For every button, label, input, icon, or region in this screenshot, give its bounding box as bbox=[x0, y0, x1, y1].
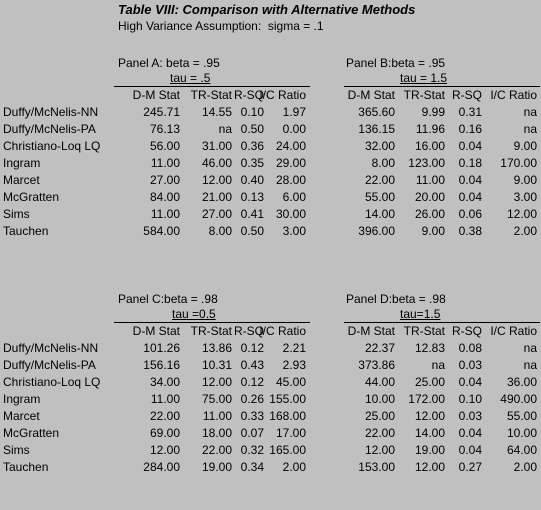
table-cell: 31.00 bbox=[201, 139, 232, 153]
row-label: Tauchen bbox=[3, 460, 49, 474]
table-cell: 8.00 bbox=[371, 156, 395, 170]
row-label: Ingram bbox=[3, 392, 41, 406]
table-cell: 18.00 bbox=[201, 426, 232, 440]
table-subtitle: High Variance Assumption: sigma = .1 bbox=[118, 19, 324, 33]
panel-tau: tau = 1.5 bbox=[400, 71, 448, 85]
row-label: McGratten bbox=[3, 426, 60, 440]
table-cell: 0.03 bbox=[458, 409, 482, 423]
table-cell: 12.00 bbox=[201, 173, 232, 187]
table-cell: 0.36 bbox=[240, 139, 264, 153]
table-cell: 101.26 bbox=[143, 341, 180, 355]
table-cell: 284.00 bbox=[143, 460, 180, 474]
table-cell: 0.40 bbox=[240, 173, 264, 187]
table-cell: 490.00 bbox=[500, 392, 537, 406]
table-cell: 25.00 bbox=[364, 409, 395, 423]
table-cell: 75.00 bbox=[201, 392, 232, 406]
table-cell: 34.00 bbox=[149, 375, 180, 389]
table-cell: 17.00 bbox=[275, 426, 306, 440]
table-cell: 11.00 bbox=[150, 392, 180, 406]
table-cell: 55.00 bbox=[364, 190, 395, 204]
table-cell: 46.00 bbox=[201, 156, 232, 170]
table-cell: 22.00 bbox=[364, 173, 395, 187]
column-header: TR-Stat bbox=[403, 88, 445, 102]
table-cell: 0.13 bbox=[240, 190, 264, 204]
table-cell: 0.50 bbox=[240, 224, 264, 238]
table-cell: 0.04 bbox=[458, 173, 482, 187]
table-cell: 22.00 bbox=[364, 426, 395, 440]
table-cell: 0.04 bbox=[458, 443, 482, 457]
table-cell: 12.00 bbox=[149, 443, 180, 457]
row-label: McGratten bbox=[3, 190, 60, 204]
table-cell: 0.43 bbox=[240, 358, 264, 372]
table-cell: 13.86 bbox=[201, 341, 232, 355]
panel-rule bbox=[344, 86, 540, 87]
column-header: TR-Stat bbox=[403, 324, 445, 338]
table-cell: 3.00 bbox=[282, 224, 306, 238]
table-cell: 25.00 bbox=[414, 375, 445, 389]
table-cell: 170.00 bbox=[500, 156, 537, 170]
table-cell: 0.32 bbox=[240, 443, 264, 457]
table-cell: 0.12 bbox=[240, 341, 264, 355]
table-cell: 373.86 bbox=[358, 358, 395, 372]
table-cell: 6.00 bbox=[282, 190, 306, 204]
table-cell: 12.00 bbox=[506, 207, 537, 221]
column-header: I/C Ratio bbox=[490, 88, 537, 102]
table-cell: 12.00 bbox=[414, 460, 445, 474]
table-cell: 28.00 bbox=[275, 173, 306, 187]
table-cell: 0.34 bbox=[240, 460, 264, 474]
table-cell: na bbox=[523, 358, 537, 372]
table-cell: 64.00 bbox=[506, 443, 537, 457]
table-cell: 29.00 bbox=[275, 156, 306, 170]
table-cell: 155.00 bbox=[269, 392, 306, 406]
column-header: D-M Stat bbox=[132, 324, 180, 338]
table-cell: 3.00 bbox=[513, 190, 537, 204]
table-cell: 84.00 bbox=[149, 190, 180, 204]
table-cell: 10.00 bbox=[364, 392, 395, 406]
table-cell: 24.00 bbox=[275, 139, 306, 153]
table-cell: 0.08 bbox=[458, 341, 482, 355]
table-cell: 12.00 bbox=[364, 443, 395, 457]
table-cell: 21.00 bbox=[201, 190, 232, 204]
table-cell: 56.00 bbox=[149, 139, 180, 153]
row-label: Ingram bbox=[3, 156, 41, 170]
table-cell: 0.31 bbox=[458, 105, 482, 119]
table-cell: 0.00 bbox=[282, 122, 306, 136]
table-cell: 16.00 bbox=[414, 139, 445, 153]
table-cell: 0.41 bbox=[240, 207, 264, 221]
panel-title: Panel C:beta = .98 bbox=[118, 292, 218, 306]
table-cell: 11.00 bbox=[202, 409, 232, 423]
table-cell: 22.37 bbox=[364, 341, 395, 355]
table-cell: 12.00 bbox=[414, 409, 445, 423]
table-cell: 2.00 bbox=[282, 460, 306, 474]
table-cell: 12.83 bbox=[414, 341, 445, 355]
table-cell: 36.00 bbox=[506, 375, 537, 389]
table-cell: 11.00 bbox=[415, 173, 445, 187]
table-cell: 172.00 bbox=[408, 392, 445, 406]
panel-rule bbox=[114, 86, 310, 87]
table-cell: 0.04 bbox=[458, 375, 482, 389]
table-cell: 9.00 bbox=[513, 173, 537, 187]
row-label: Christiano-Loq LQ bbox=[3, 375, 101, 389]
row-label: Duffy/McNelis-PA bbox=[3, 358, 96, 372]
table-cell: 365.60 bbox=[358, 105, 395, 119]
table-cell: 11.96 bbox=[415, 122, 445, 136]
table-cell: 27.00 bbox=[201, 207, 232, 221]
column-header: R-SQ bbox=[234, 88, 264, 102]
table-cell: 584.00 bbox=[143, 224, 180, 238]
table-cell: 32.00 bbox=[364, 139, 395, 153]
table-cell: 0.06 bbox=[458, 207, 482, 221]
table-cell: na bbox=[523, 341, 537, 355]
table-cell: 245.71 bbox=[143, 105, 180, 119]
table-cell: 76.13 bbox=[149, 122, 180, 136]
table-cell: 2.00 bbox=[513, 460, 537, 474]
table-cell: 0.38 bbox=[458, 224, 482, 238]
column-header: I/C Ratio bbox=[259, 324, 306, 338]
row-label: Duffy/McNelis-NN bbox=[3, 341, 99, 355]
table-cell: 123.00 bbox=[408, 156, 445, 170]
column-header: D-M Stat bbox=[132, 88, 180, 102]
table-cell: 0.26 bbox=[240, 392, 264, 406]
table-cell: 9.00 bbox=[513, 139, 537, 153]
table-cell: na bbox=[523, 105, 537, 119]
column-header: D-M Stat bbox=[347, 324, 395, 338]
table-cell: 14.00 bbox=[364, 207, 395, 221]
table-cell: 14.00 bbox=[414, 426, 445, 440]
table-cell: 20.00 bbox=[414, 190, 445, 204]
panel-tau: tau =0.5 bbox=[172, 307, 216, 321]
table-cell: 2.93 bbox=[282, 358, 306, 372]
table-cell: 136.15 bbox=[358, 122, 395, 136]
table-cell: 26.00 bbox=[414, 207, 445, 221]
row-label: Tauchen bbox=[3, 224, 49, 238]
column-header: TR-Stat bbox=[190, 88, 232, 102]
table-cell: 2.21 bbox=[282, 341, 306, 355]
table-cell: 9.99 bbox=[421, 105, 445, 119]
panel-title: Panel A: beta = .95 bbox=[118, 56, 220, 70]
table-cell: 44.00 bbox=[364, 375, 395, 389]
table-cell: 69.00 bbox=[149, 426, 180, 440]
table-cell: na bbox=[218, 122, 232, 136]
column-header: D-M Stat bbox=[347, 88, 395, 102]
panel-title: Panel B:beta = .95 bbox=[346, 56, 446, 70]
table-cell: 30.00 bbox=[275, 207, 306, 221]
table-cell: 0.04 bbox=[458, 426, 482, 440]
table-cell: 0.10 bbox=[458, 392, 482, 406]
row-label: Marcet bbox=[3, 409, 40, 423]
table-cell: 8.00 bbox=[208, 224, 232, 238]
column-header: I/C Ratio bbox=[490, 324, 537, 338]
table-cell: 55.00 bbox=[506, 409, 537, 423]
table-cell: 19.00 bbox=[201, 460, 232, 474]
table-cell: 12.00 bbox=[201, 375, 232, 389]
table-cell: 9.00 bbox=[421, 224, 445, 238]
row-label: Duffy/McNelis-NN bbox=[3, 105, 99, 119]
table-cell: 396.00 bbox=[358, 224, 395, 238]
row-label: Sims bbox=[3, 207, 30, 221]
table-cell: 27.00 bbox=[149, 173, 180, 187]
table-cell: 165.00 bbox=[269, 443, 306, 457]
table-cell: 22.00 bbox=[201, 443, 232, 457]
table-cell: 0.50 bbox=[240, 122, 264, 136]
column-header: R-SQ bbox=[452, 324, 482, 338]
table-cell: 45.00 bbox=[275, 375, 306, 389]
table-cell: 2.00 bbox=[513, 224, 537, 238]
table-cell: 156.16 bbox=[143, 358, 180, 372]
table-cell: 19.00 bbox=[414, 443, 445, 457]
table-cell: 0.10 bbox=[240, 105, 264, 119]
table-title: Table VIII: Comparison with Alternative Methods bbox=[118, 2, 416, 17]
panel-title: Panel D:beta = .98 bbox=[346, 292, 446, 306]
table-cell: 1.97 bbox=[282, 105, 306, 119]
table-cell: 0.04 bbox=[458, 190, 482, 204]
table-cell: 0.03 bbox=[458, 358, 482, 372]
panel-rule bbox=[344, 322, 540, 323]
row-label: Christiano-Loq LQ bbox=[3, 139, 101, 153]
table-cell: 11.00 bbox=[150, 207, 180, 221]
table-cell: na bbox=[523, 122, 537, 136]
table-cell: 0.35 bbox=[240, 156, 264, 170]
table-cell: 22.00 bbox=[149, 409, 180, 423]
table-cell: 153.00 bbox=[358, 460, 395, 474]
table-cell: 0.12 bbox=[240, 375, 264, 389]
table-cell: 10.31 bbox=[201, 358, 232, 372]
table-cell: na bbox=[431, 358, 445, 372]
table-cell: 0.33 bbox=[240, 409, 264, 423]
row-label: Duffy/McNelis-PA bbox=[3, 122, 96, 136]
panel-rule bbox=[114, 322, 310, 323]
column-header: R-SQ bbox=[452, 88, 482, 102]
table-cell: 0.27 bbox=[458, 460, 482, 474]
column-header: TR-Stat bbox=[190, 324, 232, 338]
column-header: R-SQ bbox=[234, 324, 264, 338]
column-header: I/C Ratio bbox=[259, 88, 306, 102]
panel-tau: tau = .5 bbox=[170, 71, 211, 85]
row-label: Marcet bbox=[3, 173, 40, 187]
table-cell: 14.55 bbox=[201, 105, 232, 119]
panel-tau: tau=1.5 bbox=[400, 307, 441, 321]
table-cell: 0.04 bbox=[458, 139, 482, 153]
table-cell: 11.00 bbox=[150, 156, 180, 170]
table-cell: 0.18 bbox=[458, 156, 482, 170]
table-cell: 0.16 bbox=[458, 122, 482, 136]
table-cell: 10.00 bbox=[506, 426, 537, 440]
table-cell: 0.07 bbox=[240, 426, 264, 440]
row-label: Sims bbox=[3, 443, 30, 457]
table-cell: 168.00 bbox=[269, 409, 306, 423]
